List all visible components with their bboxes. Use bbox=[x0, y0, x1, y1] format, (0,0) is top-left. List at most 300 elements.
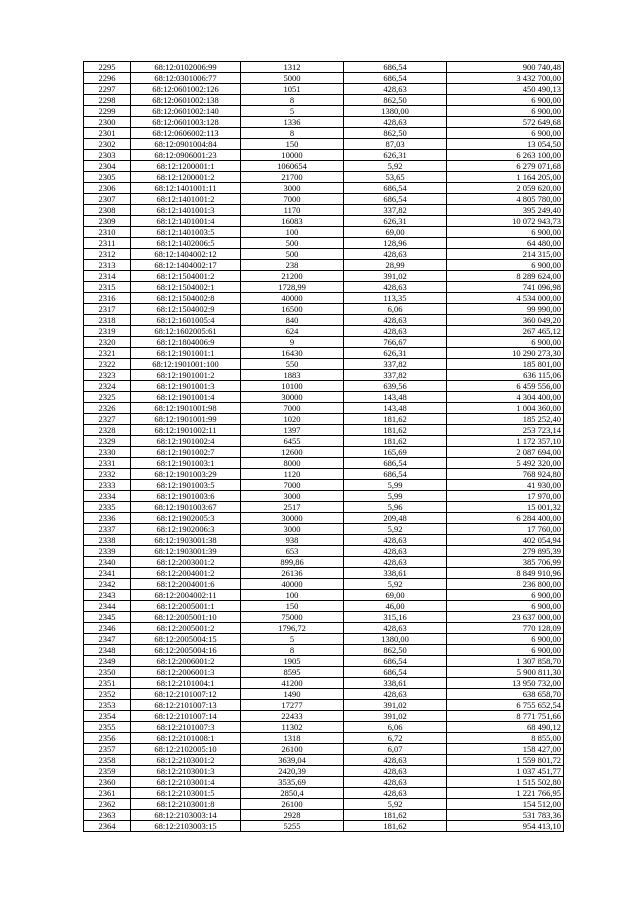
cadastral-number-cell: 68:12:1901003:5 bbox=[131, 480, 241, 491]
cadastral-number-cell: 68:12:1901001:100 bbox=[131, 359, 241, 370]
row-number-cell: 2308 bbox=[84, 205, 131, 216]
cadastral-value-cell: 6 900,00 bbox=[447, 128, 564, 139]
cadastral-number-cell: 68:12:1901001:4 bbox=[131, 392, 241, 403]
area-cell: 2517 bbox=[241, 502, 344, 513]
area-cell: 1170 bbox=[241, 205, 344, 216]
area-cell: 3000 bbox=[241, 491, 344, 502]
table-row bbox=[84, 326, 564, 337]
cadastral-number-cell: 68:12:1901002:4 bbox=[131, 436, 241, 447]
cadastral-value-cell: 1 307 858,70 bbox=[447, 656, 564, 667]
row-number-cell: 2327 bbox=[84, 414, 131, 425]
cadastral-value-cell: 531 783,36 bbox=[447, 810, 564, 821]
area-cell: 840 bbox=[241, 315, 344, 326]
cadastral-number-cell: 68:12:2003001:2 bbox=[131, 557, 241, 568]
cadastral-value-cell: 41 930,00 bbox=[447, 480, 564, 491]
cadastral-number-cell: 68:12:2006001:3 bbox=[131, 667, 241, 678]
cadastral-value-cell: 6 279 071,68 bbox=[447, 161, 564, 172]
cadastral-value-cell: 954 413,10 bbox=[447, 821, 564, 832]
row-number-cell: 2310 bbox=[84, 227, 131, 238]
table-row bbox=[84, 557, 564, 568]
specific-value-cell: 428,63 bbox=[344, 117, 447, 128]
area-cell: 2420,39 bbox=[241, 766, 344, 777]
cadastral-value-cell: 267 465,12 bbox=[447, 326, 564, 337]
cadastral-value-cell: 17 760,00 bbox=[447, 524, 564, 535]
cadastral-number-cell: 68:12:2005004:15 bbox=[131, 634, 241, 645]
table-row bbox=[84, 799, 564, 810]
specific-value-cell: 766,67 bbox=[344, 337, 447, 348]
row-number-cell: 2340 bbox=[84, 557, 131, 568]
cadastral-value-cell: 4 805 780,00 bbox=[447, 194, 564, 205]
cadastral-value-cell: 2 087 694,00 bbox=[447, 447, 564, 458]
area-cell: 238 bbox=[241, 260, 344, 271]
specific-value-cell: 181,62 bbox=[344, 436, 447, 447]
row-number-cell: 2324 bbox=[84, 381, 131, 392]
specific-value-cell: 87,03 bbox=[344, 139, 447, 150]
table-row bbox=[84, 491, 564, 502]
cadastral-number-cell: 68:12:0606002:113 bbox=[131, 128, 241, 139]
specific-value-cell: 428,63 bbox=[344, 326, 447, 337]
area-cell: 2928 bbox=[241, 810, 344, 821]
specific-value-cell: 128,96 bbox=[344, 238, 447, 249]
cadastral-number-cell: 68:12:0601002:140 bbox=[131, 106, 241, 117]
cadastral-value-cell: 6 263 100,00 bbox=[447, 150, 564, 161]
cadastral-number-cell: 68:12:1504001:2 bbox=[131, 271, 241, 282]
cadastral-number-cell: 68:12:2101007:3 bbox=[131, 722, 241, 733]
row-number-cell: 2359 bbox=[84, 766, 131, 777]
row-number-cell: 2325 bbox=[84, 392, 131, 403]
cadastral-value-cell: 6 900,00 bbox=[447, 95, 564, 106]
specific-value-cell: 862,50 bbox=[344, 95, 447, 106]
row-number-cell: 2353 bbox=[84, 700, 131, 711]
cadastral-value-cell: 6 459 556,00 bbox=[447, 381, 564, 392]
area-cell: 100 bbox=[241, 227, 344, 238]
row-number-cell: 2336 bbox=[84, 513, 131, 524]
row-number-cell: 2329 bbox=[84, 436, 131, 447]
row-number-cell: 2361 bbox=[84, 788, 131, 799]
specific-value-cell: 428,63 bbox=[344, 557, 447, 568]
row-number-cell: 2318 bbox=[84, 315, 131, 326]
table-row bbox=[84, 139, 564, 150]
specific-value-cell: 428,63 bbox=[344, 788, 447, 799]
specific-value-cell: 428,63 bbox=[344, 282, 447, 293]
specific-value-cell: 626,31 bbox=[344, 348, 447, 359]
table-row bbox=[84, 315, 564, 326]
row-number-cell: 2348 bbox=[84, 645, 131, 656]
table-row bbox=[84, 733, 564, 744]
area-cell: 3000 bbox=[241, 524, 344, 535]
table-row bbox=[84, 172, 564, 183]
row-number-cell: 2335 bbox=[84, 502, 131, 513]
row-number-cell: 2355 bbox=[84, 722, 131, 733]
cadastral-value-cell: 1 221 766,95 bbox=[447, 788, 564, 799]
table-row bbox=[84, 95, 564, 106]
specific-value-cell: 315,16 bbox=[344, 612, 447, 623]
cadastral-value-cell: 1 037 451,77 bbox=[447, 766, 564, 777]
cadastral-number-cell: 68:12:2006001:2 bbox=[131, 656, 241, 667]
cadastral-number-cell: 68:12:0601002:126 bbox=[131, 84, 241, 95]
row-number-cell: 2328 bbox=[84, 425, 131, 436]
area-cell: 6455 bbox=[241, 436, 344, 447]
table-row bbox=[84, 678, 564, 689]
table-row bbox=[84, 821, 564, 832]
cadastral-number-cell: 68:12:2103003:14 bbox=[131, 810, 241, 821]
table-row bbox=[84, 238, 564, 249]
cadastral-number-cell: 68:12:1901002:7 bbox=[131, 447, 241, 458]
cadastral-number-cell: 68:12:1901001:1 bbox=[131, 348, 241, 359]
cadastral-value-cell: 64 480,00 bbox=[447, 238, 564, 249]
row-number-cell: 2341 bbox=[84, 568, 131, 579]
table-row bbox=[84, 359, 564, 370]
specific-value-cell: 428,63 bbox=[344, 777, 447, 788]
row-number-cell: 2338 bbox=[84, 535, 131, 546]
area-cell: 1120 bbox=[241, 469, 344, 480]
specific-value-cell: 6,07 bbox=[344, 744, 447, 755]
area-cell: 21200 bbox=[241, 271, 344, 282]
cadastral-number-cell: 68:12:1901003:67 bbox=[131, 502, 241, 513]
specific-value-cell: 46,00 bbox=[344, 601, 447, 612]
cadastral-number-cell: 68:12:2004001:2 bbox=[131, 568, 241, 579]
table-row bbox=[84, 260, 564, 271]
row-number-cell: 2326 bbox=[84, 403, 131, 414]
cadastral-number-cell: 68:12:2005004:16 bbox=[131, 645, 241, 656]
table-row bbox=[84, 656, 564, 667]
specific-value-cell: 5,92 bbox=[344, 524, 447, 535]
row-number-cell: 2330 bbox=[84, 447, 131, 458]
area-cell: 100 bbox=[241, 590, 344, 601]
area-cell: 7000 bbox=[241, 403, 344, 414]
table-row bbox=[84, 337, 564, 348]
area-cell: 40000 bbox=[241, 293, 344, 304]
row-number-cell: 2344 bbox=[84, 601, 131, 612]
table-row bbox=[84, 183, 564, 194]
area-cell: 1312 bbox=[241, 62, 344, 73]
cadastral-number-cell: 68:12:2103003:15 bbox=[131, 821, 241, 832]
specific-value-cell: 626,31 bbox=[344, 150, 447, 161]
row-number-cell: 2346 bbox=[84, 623, 131, 634]
row-number-cell: 2358 bbox=[84, 755, 131, 766]
specific-value-cell: 1380,00 bbox=[344, 106, 447, 117]
cadastral-value-cell: 23 637 000,00 bbox=[447, 612, 564, 623]
area-cell: 150 bbox=[241, 601, 344, 612]
area-cell: 500 bbox=[241, 238, 344, 249]
row-number-cell: 2363 bbox=[84, 810, 131, 821]
cadastral-number-cell: 68:12:1404002:12 bbox=[131, 249, 241, 260]
cadastral-value-cell: 572 649,68 bbox=[447, 117, 564, 128]
table-row bbox=[84, 73, 564, 84]
table-row bbox=[84, 590, 564, 601]
table-row bbox=[84, 194, 564, 205]
table-row bbox=[84, 612, 564, 623]
table-row bbox=[84, 810, 564, 821]
specific-value-cell: 862,50 bbox=[344, 645, 447, 656]
cadastral-number-cell: 68:12:0601002:138 bbox=[131, 95, 241, 106]
area-cell: 1020 bbox=[241, 414, 344, 425]
row-number-cell: 2337 bbox=[84, 524, 131, 535]
table-row bbox=[84, 480, 564, 491]
area-cell: 500 bbox=[241, 249, 344, 260]
cadastral-number-cell: 68:12:1901003:29 bbox=[131, 469, 241, 480]
area-cell: 5 bbox=[241, 634, 344, 645]
cadastral-value-cell: 214 315,00 bbox=[447, 249, 564, 260]
table-row bbox=[84, 788, 564, 799]
cadastral-value-cell: 17 970,00 bbox=[447, 491, 564, 502]
cadastral-value-cell: 1 515 502,80 bbox=[447, 777, 564, 788]
specific-value-cell: 69,00 bbox=[344, 590, 447, 601]
cadastral-value-cell: 900 740,48 bbox=[447, 62, 564, 73]
cadastral-value-cell: 6 900,00 bbox=[447, 590, 564, 601]
area-cell: 10000 bbox=[241, 150, 344, 161]
cadastral-number-cell: 68:12:1402006:5 bbox=[131, 238, 241, 249]
cadastral-number-cell: 68:12:2101007:12 bbox=[131, 689, 241, 700]
area-cell: 150 bbox=[241, 139, 344, 150]
cadastral-number-cell: 68:12:1404002:17 bbox=[131, 260, 241, 271]
area-cell: 7000 bbox=[241, 194, 344, 205]
table-row bbox=[84, 348, 564, 359]
table-row bbox=[84, 645, 564, 656]
cadastral-value-cell: 636 115,06 bbox=[447, 370, 564, 381]
cadastral-value-cell: 13 950 732,00 bbox=[447, 678, 564, 689]
specific-value-cell: 5,92 bbox=[344, 799, 447, 810]
cadastral-value-cell: 6 900,00 bbox=[447, 106, 564, 117]
area-cell: 1728,99 bbox=[241, 282, 344, 293]
specific-value-cell: 209,48 bbox=[344, 513, 447, 524]
table-row bbox=[84, 370, 564, 381]
area-cell: 16430 bbox=[241, 348, 344, 359]
specific-value-cell: 5,96 bbox=[344, 502, 447, 513]
area-cell: 8 bbox=[241, 95, 344, 106]
area-cell: 1051 bbox=[241, 84, 344, 95]
cadastral-value-cell: 10 290 273,30 bbox=[447, 348, 564, 359]
specific-value-cell: 686,54 bbox=[344, 667, 447, 678]
specific-value-cell: 6,06 bbox=[344, 304, 447, 315]
table-row bbox=[84, 711, 564, 722]
cadastral-value-cell: 13 054,50 bbox=[447, 139, 564, 150]
specific-value-cell: 6,06 bbox=[344, 722, 447, 733]
cadastral-value-cell: 8 849 910,96 bbox=[447, 568, 564, 579]
specific-value-cell: 143,48 bbox=[344, 392, 447, 403]
cadastral-value-cell: 158 427,00 bbox=[447, 744, 564, 755]
cadastral-value-cell: 770 128,09 bbox=[447, 623, 564, 634]
area-cell: 2850,4 bbox=[241, 788, 344, 799]
cadastral-value-cell: 6 284 400,00 bbox=[447, 513, 564, 524]
specific-value-cell: 181,62 bbox=[344, 425, 447, 436]
area-cell: 11302 bbox=[241, 722, 344, 733]
row-number-cell: 2306 bbox=[84, 183, 131, 194]
table-row bbox=[84, 535, 564, 546]
row-number-cell: 2299 bbox=[84, 106, 131, 117]
cadastral-value-cell: 185 801,00 bbox=[447, 359, 564, 370]
cadastral-number-cell: 68:12:1200001:1 bbox=[131, 161, 241, 172]
cadastral-value-cell: 768 924,80 bbox=[447, 469, 564, 480]
specific-value-cell: 6,72 bbox=[344, 733, 447, 744]
specific-value-cell: 5,99 bbox=[344, 480, 447, 491]
area-cell: 938 bbox=[241, 535, 344, 546]
table-row bbox=[84, 161, 564, 172]
specific-value-cell: 428,63 bbox=[344, 755, 447, 766]
table-row bbox=[84, 667, 564, 678]
cadastral-number-cell: 68:12:0102006:99 bbox=[131, 62, 241, 73]
table-row bbox=[84, 106, 564, 117]
specific-value-cell: 686,54 bbox=[344, 458, 447, 469]
specific-value-cell: 5,92 bbox=[344, 579, 447, 590]
area-cell: 9 bbox=[241, 337, 344, 348]
cadastral-value-cell: 395 249,40 bbox=[447, 205, 564, 216]
row-number-cell: 2302 bbox=[84, 139, 131, 150]
table-row bbox=[84, 205, 564, 216]
row-number-cell: 2331 bbox=[84, 458, 131, 469]
table-row bbox=[84, 568, 564, 579]
table-row bbox=[84, 249, 564, 260]
area-cell: 624 bbox=[241, 326, 344, 337]
specific-value-cell: 428,63 bbox=[344, 535, 447, 546]
cadastral-value-cell: 6 900,00 bbox=[447, 634, 564, 645]
row-number-cell: 2322 bbox=[84, 359, 131, 370]
cadastral-value-cell: 741 096,98 bbox=[447, 282, 564, 293]
table-row bbox=[84, 216, 564, 227]
specific-value-cell: 69,00 bbox=[344, 227, 447, 238]
table-row bbox=[84, 579, 564, 590]
cadastral-number-cell: 68:12:2005001:2 bbox=[131, 623, 241, 634]
row-number-cell: 2357 bbox=[84, 744, 131, 755]
table-row bbox=[84, 403, 564, 414]
area-cell: 8 bbox=[241, 645, 344, 656]
area-cell: 30000 bbox=[241, 392, 344, 403]
cadastral-value-cell: 2 059 620,00 bbox=[447, 183, 564, 194]
area-cell: 1397 bbox=[241, 425, 344, 436]
area-cell: 30000 bbox=[241, 513, 344, 524]
cadastral-number-cell: 68:12:1401001:2 bbox=[131, 194, 241, 205]
specific-value-cell: 686,54 bbox=[344, 656, 447, 667]
specific-value-cell: 1380,00 bbox=[344, 634, 447, 645]
specific-value-cell: 181,62 bbox=[344, 414, 447, 425]
specific-value-cell: 391,02 bbox=[344, 271, 447, 282]
area-cell: 12600 bbox=[241, 447, 344, 458]
area-cell: 16500 bbox=[241, 304, 344, 315]
row-number-cell: 2360 bbox=[84, 777, 131, 788]
table-body bbox=[84, 62, 564, 832]
table-row bbox=[84, 524, 564, 535]
specific-value-cell: 428,63 bbox=[344, 84, 447, 95]
row-number-cell: 2352 bbox=[84, 689, 131, 700]
specific-value-cell: 428,63 bbox=[344, 546, 447, 557]
cadastral-number-cell: 68:12:0906001:23 bbox=[131, 150, 241, 161]
area-cell: 653 bbox=[241, 546, 344, 557]
cadastral-number-cell: 68:12:2103001:5 bbox=[131, 788, 241, 799]
table-row bbox=[84, 722, 564, 733]
table-row bbox=[84, 414, 564, 425]
cadastral-number-cell: 68:12:2103001:8 bbox=[131, 799, 241, 810]
cadastral-number-cell: 68:12:0301006:77 bbox=[131, 73, 241, 84]
specific-value-cell: 686,54 bbox=[344, 469, 447, 480]
cadastral-number-cell: 68:12:2101004:1 bbox=[131, 678, 241, 689]
table-row bbox=[84, 436, 564, 447]
cadastral-value-cell: 185 252,40 bbox=[447, 414, 564, 425]
row-number-cell: 2313 bbox=[84, 260, 131, 271]
cadastral-number-cell: 68:12:1903001:39 bbox=[131, 546, 241, 557]
cadastral-value-cell: 385 706,99 bbox=[447, 557, 564, 568]
table-row bbox=[84, 293, 564, 304]
table-row bbox=[84, 62, 564, 73]
table-row bbox=[84, 700, 564, 711]
specific-value-cell: 686,54 bbox=[344, 183, 447, 194]
row-number-cell: 2320 bbox=[84, 337, 131, 348]
cadastral-value-cell: 6 900,00 bbox=[447, 645, 564, 656]
cadastral-number-cell: 68:12:1504002:9 bbox=[131, 304, 241, 315]
specific-value-cell: 686,54 bbox=[344, 194, 447, 205]
specific-value-cell: 626,31 bbox=[344, 216, 447, 227]
table-row bbox=[84, 425, 564, 436]
row-number-cell: 2364 bbox=[84, 821, 131, 832]
specific-value-cell: 338,61 bbox=[344, 678, 447, 689]
specific-value-cell: 5,92 bbox=[344, 161, 447, 172]
row-number-cell: 2298 bbox=[84, 95, 131, 106]
cadastral-number-cell: 68:12:2005001:1 bbox=[131, 601, 241, 612]
cadastral-number-cell: 68:12:1902005:3 bbox=[131, 513, 241, 524]
row-number-cell: 2303 bbox=[84, 150, 131, 161]
row-number-cell: 2317 bbox=[84, 304, 131, 315]
cadastral-number-cell: 68:12:2004001:6 bbox=[131, 579, 241, 590]
cadastral-value-cell: 15 001,32 bbox=[447, 502, 564, 513]
cadastral-number-cell: 68:12:1903001:38 bbox=[131, 535, 241, 546]
area-cell: 1490 bbox=[241, 689, 344, 700]
table-row bbox=[84, 766, 564, 777]
cadastral-number-cell: 68:12:2103001:4 bbox=[131, 777, 241, 788]
table-row bbox=[84, 513, 564, 524]
cadastral-number-cell: 68:12:1901003:6 bbox=[131, 491, 241, 502]
cadastral-value-cell: 4 304 400,00 bbox=[447, 392, 564, 403]
table-row bbox=[84, 271, 564, 282]
cadastral-value-cell: 4 534 000,00 bbox=[447, 293, 564, 304]
row-number-cell: 2295 bbox=[84, 62, 131, 73]
cadastral-number-cell: 68:12:1401003:5 bbox=[131, 227, 241, 238]
cadastral-number-cell: 68:12:2101007:14 bbox=[131, 711, 241, 722]
cadastral-number-cell: 68:12:1901001:99 bbox=[131, 414, 241, 425]
cadastral-number-cell: 68:12:1504002:8 bbox=[131, 293, 241, 304]
area-cell: 17277 bbox=[241, 700, 344, 711]
cadastral-number-cell: 68:12:1901001:3 bbox=[131, 381, 241, 392]
row-number-cell: 2304 bbox=[84, 161, 131, 172]
area-cell: 21700 bbox=[241, 172, 344, 183]
row-number-cell: 2354 bbox=[84, 711, 131, 722]
cadastral-number-cell: 68:12:2102005:10 bbox=[131, 744, 241, 755]
specific-value-cell: 428,63 bbox=[344, 315, 447, 326]
cadastral-value-cell: 1 172 357,10 bbox=[447, 436, 564, 447]
row-number-cell: 2356 bbox=[84, 733, 131, 744]
table-row bbox=[84, 392, 564, 403]
row-number-cell: 2349 bbox=[84, 656, 131, 667]
specific-value-cell: 639,56 bbox=[344, 381, 447, 392]
cadastral-value-cell: 5 900 811,30 bbox=[447, 667, 564, 678]
table-row bbox=[84, 634, 564, 645]
row-number-cell: 2334 bbox=[84, 491, 131, 502]
table-row bbox=[84, 502, 564, 513]
table-row bbox=[84, 304, 564, 315]
table-row bbox=[84, 282, 564, 293]
table-row bbox=[84, 689, 564, 700]
cadastral-number-cell: 68:12:2103001:3 bbox=[131, 766, 241, 777]
cadastral-value-cell: 360 049,20 bbox=[447, 315, 564, 326]
row-number-cell: 2312 bbox=[84, 249, 131, 260]
row-number-cell: 2332 bbox=[84, 469, 131, 480]
cadastral-value-cell: 402 054,94 bbox=[447, 535, 564, 546]
cadastral-value-cell: 6 900,00 bbox=[447, 337, 564, 348]
cadastral-value-cell: 3 432 700,00 bbox=[447, 73, 564, 84]
cadastral-number-cell: 68:12:0601003:128 bbox=[131, 117, 241, 128]
specific-value-cell: 686,54 bbox=[344, 73, 447, 84]
row-number-cell: 2342 bbox=[84, 579, 131, 590]
cadastral-value-cell: 10 072 943,73 bbox=[447, 216, 564, 227]
table-row bbox=[84, 117, 564, 128]
